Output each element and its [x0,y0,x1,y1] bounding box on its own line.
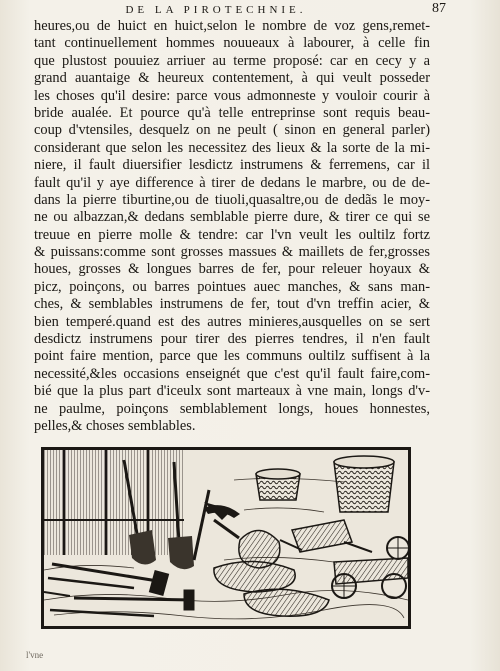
text-line: que plustost pouuiez arriuer au terme proposé: car en cecy y a [34,52,430,69]
text-line: les choses qu'il desire: parce vous admonneste y vouloir courir à [34,87,430,104]
text-line: pelles,& choses semblables. [34,417,196,434]
text-line: ne ou albazzan,& dedans semblable pierre dure, & tirer ce qui se [34,209,430,226]
text-line: bien temperé.quand est des autres minieres,ausquelles on se sert [34,313,430,330]
text-line: necessité,&les occasions enseignét que c'est qu'il fault faire,com- [34,365,430,382]
text-line: considerant que selon les necessitez des lieux & la sorte de la mi- [34,139,430,156]
woodcut-illustration [41,447,411,629]
text-line: fault qu'il y aye difference à tirer de dedans le marbre, ou de de- [34,174,430,191]
pickaxe [204,505,240,538]
hammers-and-bars [44,564,194,616]
text-line: dans la pierre tiburtine,ou de tiuoli,quasaltre,ou de dedãs le moy- [34,191,430,208]
page-number: 87 [432,1,446,16]
text-line: bié que la plus part d'iceulx sont marteaux à vne main, longs d'v- [34,383,430,400]
wheelbarrow [280,520,408,559]
small-basket [256,469,300,500]
text-line: grand auantaige & heureux contentement, à qui veult posseder [34,70,430,87]
text-line: tant continuellement hommes nouueaux à labourer, à celle fin [34,35,430,52]
mining-tools-woodcut [44,450,408,626]
text-line: niere, il fault diuersifier lesdictz instrumens & ferremens, car il [34,157,430,174]
catchword: l'vne [26,650,44,660]
text-line: desdictz instrumens pour tirer des pierres tendres, il n'en fault [34,331,430,348]
text-line: heures,ou de huict en huict,selon le nombre de voz gens,remet- [34,18,430,34]
text-line: ches, & semblables instrumens de fer, tout d'vn treffin acier, & [34,296,430,313]
hand-cart [332,558,408,598]
text-line: bride aualée. Et pource qu'à telle entreprinse sont requis beau- [34,104,430,121]
text-line: picz, poinçons, ou barres pointues auec manches, & sans man- [34,278,430,295]
text-line: point faire mention, parce que les communs oultilz suffisent à la [34,348,430,365]
text-line: houes, grosses & longues barres de fer, pour releuer hoyaux & [34,261,430,278]
large-basket [334,456,394,512]
body-text [34,18,430,435]
text-line: & puissans:comme sont grosses massues & maillets de fer,grosses [34,244,430,261]
running-head: DE LA PIROTECHNIE. [125,4,307,16]
text-line: treuue en pierre molle & tendre: car l'vn veult les oultilz fortz [34,226,430,243]
text-line: ne paulme, poinçons semblablement longs, houes honnestes, [34,400,430,417]
text-line: coup d'vtensiles, desquelz on ne peult ( sinon en general parler) [34,122,430,139]
